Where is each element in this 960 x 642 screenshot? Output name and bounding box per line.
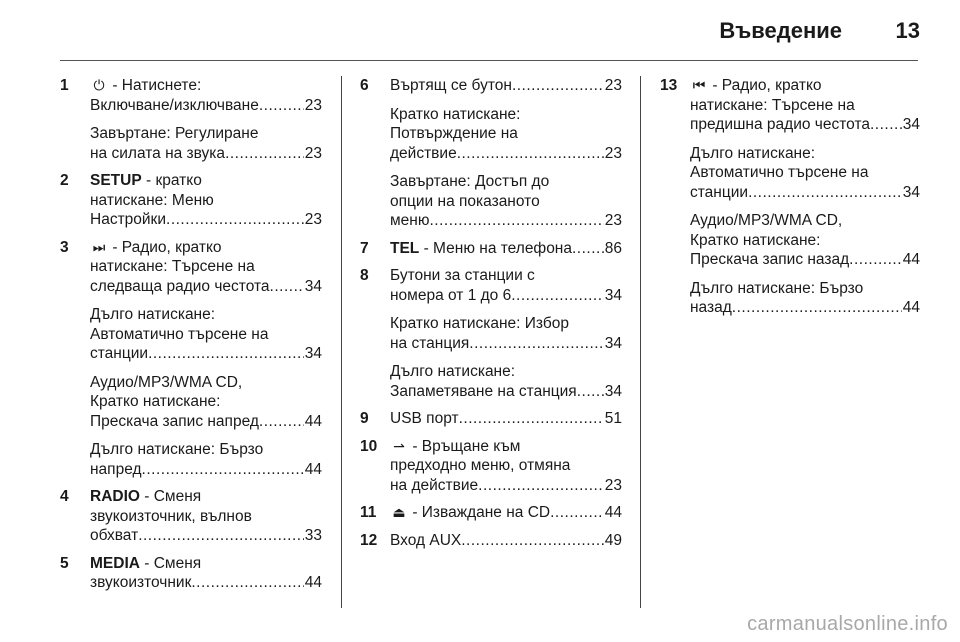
button-name: SETUP (90, 172, 142, 189)
dot-leader (550, 503, 604, 523)
page-reference: 23 (304, 211, 322, 228)
line-text: Кратко натискане: (90, 393, 221, 410)
toc-text-label: номера от 1 до 6 (390, 286, 512, 304)
entry-line (390, 456, 622, 476)
column-divider (640, 76, 641, 608)
toc-text (90, 96, 259, 116)
toc-line (90, 96, 322, 116)
line-text: Завъртане: Достъп до (390, 173, 550, 190)
entry-body (390, 437, 622, 496)
entry-line (690, 163, 920, 183)
page-reference: 33 (304, 527, 322, 544)
entry-line (90, 373, 322, 393)
page-reference: 23 (604, 476, 622, 494)
line-text: Дълго натискане: Бързо (90, 441, 264, 458)
entry-line (90, 257, 322, 277)
entry-line (390, 105, 622, 125)
dot-leader (259, 412, 304, 432)
entry-body (90, 554, 322, 593)
legend-entry (60, 487, 322, 546)
entry-line (690, 144, 920, 164)
entry-paragraph (390, 503, 622, 523)
page-reference: 34 (304, 345, 322, 362)
legend-entry (360, 437, 622, 496)
toc-line (390, 531, 622, 551)
entry-paragraph (90, 171, 322, 230)
toc-text-label: Прескача запис напред (90, 412, 259, 430)
line-text: Дълго натискане: (690, 144, 816, 162)
entry-number: 1 (60, 77, 69, 94)
previous-track-icon: ⏮ (692, 77, 706, 93)
entry-line (90, 305, 322, 325)
entry-body (90, 487, 322, 546)
entry-line (690, 76, 920, 96)
toc-text (390, 286, 511, 306)
entry-line (90, 440, 322, 460)
toc-text (390, 382, 577, 402)
entry-line (90, 191, 322, 211)
entry-paragraph (390, 266, 622, 305)
entry-number: 7 (360, 239, 369, 257)
toc-line (390, 503, 622, 523)
toc-text-label: Включване/изключване (90, 96, 259, 114)
legend-entry (360, 76, 622, 231)
entry-body (390, 239, 622, 259)
line-text: звукоизточник, вълнов (90, 507, 252, 525)
toc-line (90, 573, 322, 593)
entry-paragraph (690, 279, 920, 318)
toc-text-label: станции (90, 345, 149, 362)
toc-text-label: станции (690, 183, 749, 201)
toc-line (90, 277, 322, 297)
dot-leader (142, 460, 304, 480)
toc-text (390, 531, 461, 551)
entry-paragraph (390, 531, 622, 551)
page-reference: 44 (902, 299, 920, 316)
toc-text (390, 239, 572, 259)
dot-leader (572, 239, 604, 259)
page-reference: 34 (604, 334, 622, 352)
page-reference: 44 (604, 504, 622, 521)
page-reference: 44 (304, 574, 322, 591)
line-text: Дълго натискане: Бързо (690, 279, 864, 297)
page-reference: 23 (604, 144, 622, 162)
dot-leader (225, 144, 304, 164)
page-title: Въведение (719, 18, 842, 43)
dot-leader (512, 76, 604, 96)
toc-line (390, 382, 622, 402)
toc-text-label: - Изваждане на CD (412, 504, 551, 521)
entry-paragraph (690, 76, 920, 135)
toc-text (390, 503, 550, 523)
page-reference: 51 (604, 410, 622, 427)
line-text: - Сменя (139, 554, 202, 572)
entry-line (390, 192, 622, 212)
line-text: - кратко (141, 172, 202, 189)
page-reference: 34 (902, 116, 920, 133)
line-text: Аудио/MP3/WMA CD, (90, 373, 243, 391)
entry-line (390, 437, 622, 457)
toc-line (390, 476, 622, 496)
entry-line (90, 76, 322, 96)
entry-number: 9 (360, 410, 369, 427)
line-text: Потвърждение на (390, 125, 518, 142)
entry-paragraph (90, 373, 322, 432)
entry-paragraph (390, 172, 622, 231)
entry-body (390, 503, 622, 523)
entry-line (690, 231, 920, 251)
line-text: - Натиснете: (112, 77, 202, 94)
toc-text (90, 144, 225, 164)
entry-paragraph (390, 314, 622, 353)
toc-text-label: меню (390, 212, 430, 229)
entry-number: 5 (60, 554, 69, 572)
toc-text (390, 334, 469, 354)
entry-line (390, 314, 622, 334)
entry-paragraph (90, 238, 322, 297)
entry-number: 11 (360, 504, 377, 521)
back-icon: ⇀ (393, 437, 405, 454)
entry-paragraph (690, 144, 920, 203)
entry-paragraph (90, 440, 322, 479)
entry-paragraph (90, 76, 322, 115)
entry-body (390, 76, 622, 231)
toc-text (390, 409, 459, 429)
toc-line (390, 409, 622, 429)
dot-leader (459, 409, 604, 429)
page-reference: 23 (604, 212, 622, 229)
entry-paragraph (390, 362, 622, 401)
line-text: натискане: Търсене на (90, 258, 255, 275)
entry-paragraph (90, 554, 322, 593)
toc-text-label: обхват (90, 527, 139, 544)
button-name: MEDIA (90, 554, 140, 572)
entry-line (90, 487, 322, 507)
toc-text-label: звукоизточник (90, 574, 192, 591)
toc-line (390, 211, 622, 231)
line-text: натискане: Търсене на (690, 96, 855, 114)
entry-paragraph (390, 409, 622, 429)
toc-text-label: напред (90, 460, 142, 478)
entry-body (390, 266, 622, 401)
toc-line (690, 250, 920, 270)
legend-entry (660, 76, 920, 318)
dot-leader (457, 144, 604, 164)
column-2 (360, 76, 622, 558)
legend-entry (60, 76, 322, 163)
toc-text-label: на действие (390, 476, 479, 494)
entry-paragraph (390, 239, 622, 259)
entry-paragraph (690, 211, 920, 270)
toc-line (90, 412, 322, 432)
next-track-icon: ⏭ (92, 238, 106, 255)
toc-text (390, 144, 457, 164)
entry-line (90, 507, 322, 527)
legend-entry (60, 171, 322, 230)
legend-entry (360, 503, 622, 523)
toc-text (390, 476, 478, 496)
entry-line (690, 279, 920, 299)
line-text: Аудио/MP3/WMA CD, (690, 212, 843, 229)
entry-number: 6 (360, 77, 369, 94)
toc-text (90, 460, 142, 480)
toc-text (90, 573, 191, 593)
entry-body (90, 171, 322, 230)
toc-line (90, 210, 322, 230)
page-reference: 34 (902, 183, 920, 201)
power-icon: ⏻ (93, 77, 105, 93)
entry-body (90, 238, 322, 480)
line-text: Кратко натискане: (690, 231, 821, 249)
page-header (0, 0, 960, 60)
dot-leader (577, 382, 604, 402)
page-reference: 44 (304, 460, 322, 478)
toc-line (390, 76, 622, 96)
dot-leader (511, 286, 604, 306)
page-reference: 44 (304, 412, 322, 430)
legend-entry (60, 554, 322, 593)
line-text: Автоматично търсене на (90, 325, 269, 343)
page-number: 13 (895, 18, 920, 43)
page-reference: 23 (604, 77, 622, 94)
toc-text (390, 211, 429, 231)
entry-number: 10 (360, 437, 378, 455)
entry-line (90, 238, 322, 258)
toc-line (690, 298, 920, 318)
legend-entry (60, 238, 322, 480)
entry-line (690, 96, 920, 116)
toc-text-label: Настройки (90, 211, 167, 228)
button-name: TEL (390, 239, 420, 257)
entry-number: 8 (360, 267, 369, 284)
entry-line (390, 362, 622, 382)
line-text: - Сменя (139, 488, 202, 505)
toc-text-label: USB порт (390, 410, 459, 427)
line-text: Бутони за станции с (390, 267, 535, 284)
entry-body (390, 531, 622, 551)
toc-line (390, 286, 622, 306)
toc-line (90, 460, 322, 480)
line-text: Кратко натискане: (390, 105, 521, 123)
line-text: Дълго натискане: (90, 306, 216, 323)
entry-number: 4 (60, 488, 69, 505)
toc-text-label: следваща радио честота (90, 277, 270, 295)
legend-entry (360, 531, 622, 551)
entry-line (390, 172, 622, 192)
page-reference: 49 (604, 531, 622, 549)
dot-leader (148, 344, 304, 364)
toc-text (390, 76, 512, 96)
column-divider (341, 76, 342, 608)
toc-text-label: на силата на звука (90, 144, 226, 162)
toc-text (90, 210, 166, 230)
dot-leader (461, 531, 604, 551)
entry-paragraph (390, 76, 622, 96)
entry-number: 12 (360, 531, 378, 549)
page-reference: 34 (304, 277, 322, 295)
page-reference: 34 (604, 286, 622, 304)
line-text: Дълго натискане: (390, 363, 516, 380)
line-text: - Радио, кратко (712, 77, 822, 94)
page-reference: 34 (604, 382, 622, 400)
page-reference: 86 (604, 239, 622, 257)
page-reference: 23 (304, 96, 322, 114)
toc-text-label: Прескача запис назад (690, 251, 850, 268)
toc-text-label: предишна радио честота (690, 116, 870, 133)
toc-text-label: Вход AUX (390, 531, 462, 549)
line-text: Кратко натискане: Избор (390, 315, 569, 332)
dot-leader (478, 476, 604, 496)
toc-text (90, 277, 270, 297)
entry-paragraph (90, 124, 322, 163)
dot-leader (166, 210, 304, 230)
entry-paragraph (90, 305, 322, 364)
toc-line (90, 344, 322, 364)
entry-number: 3 (60, 238, 69, 256)
toc-text (690, 298, 732, 318)
entry-line (90, 392, 322, 412)
toc-text (690, 183, 748, 203)
toc-text-label: действие (390, 144, 457, 162)
toc-text-label: Въртящ се бутон (390, 77, 512, 94)
toc-text-label: на станция (390, 334, 470, 352)
toc-line (390, 239, 622, 259)
entry-line (90, 171, 322, 191)
toc-line (390, 334, 622, 354)
entry-line (390, 266, 622, 286)
entry-line (90, 554, 322, 574)
entry-body (90, 76, 322, 163)
toc-text (90, 526, 138, 546)
header-divider (60, 60, 918, 61)
line-text: - Радио, кратко (112, 238, 222, 256)
entry-line (90, 325, 322, 345)
eject-icon: ⏏ (392, 504, 406, 520)
toc-line (390, 144, 622, 164)
entry-number: 2 (60, 172, 69, 189)
toc-text-label: - Меню на телефона (419, 239, 572, 257)
toc-text-label: Запаметяване на станция (390, 382, 577, 400)
line-text: опции на показаното (390, 192, 540, 210)
dot-leader (259, 96, 304, 116)
dot-leader (138, 526, 304, 546)
toc-text-label: назад (690, 299, 732, 316)
entry-paragraph (390, 437, 622, 496)
dot-leader (429, 211, 603, 231)
toc-line (90, 144, 322, 164)
line-text: предходно меню, отмяна (390, 457, 571, 474)
line-text: Автоматично търсене на (690, 164, 869, 181)
dot-leader (870, 115, 902, 135)
dot-leader (732, 298, 902, 318)
legend-entry (360, 409, 622, 429)
toc-line (90, 526, 322, 546)
legend-entry (360, 239, 622, 259)
line-text: - Връщане към (412, 437, 521, 455)
toc-line (690, 183, 920, 203)
line-text: Завъртане: Регулиране (90, 125, 259, 142)
entry-line (390, 124, 622, 144)
entry-line (690, 211, 920, 231)
entry-body (390, 409, 622, 429)
dot-leader (191, 573, 303, 593)
toc-text (90, 412, 259, 432)
toc-line (690, 115, 920, 135)
toc-text (690, 250, 849, 270)
watermark: carmanualsonline.info (747, 613, 948, 635)
entry-line (90, 124, 322, 144)
entry-number: 13 (660, 77, 678, 94)
dot-leader (270, 277, 304, 297)
entry-paragraph (390, 105, 622, 164)
toc-text (90, 344, 148, 364)
entry-paragraph (90, 487, 322, 546)
page-reference: 44 (902, 251, 920, 268)
button-name: RADIO (90, 488, 140, 505)
entry-body (690, 76, 920, 318)
column-1 (60, 76, 322, 601)
column-3 (660, 76, 920, 326)
page-reference: 23 (304, 144, 322, 162)
dot-leader (748, 183, 902, 203)
dot-leader (849, 250, 902, 270)
legend-entry (360, 266, 622, 401)
dot-leader (469, 334, 603, 354)
line-text: натискане: Меню (90, 191, 214, 209)
toc-text (690, 115, 870, 135)
